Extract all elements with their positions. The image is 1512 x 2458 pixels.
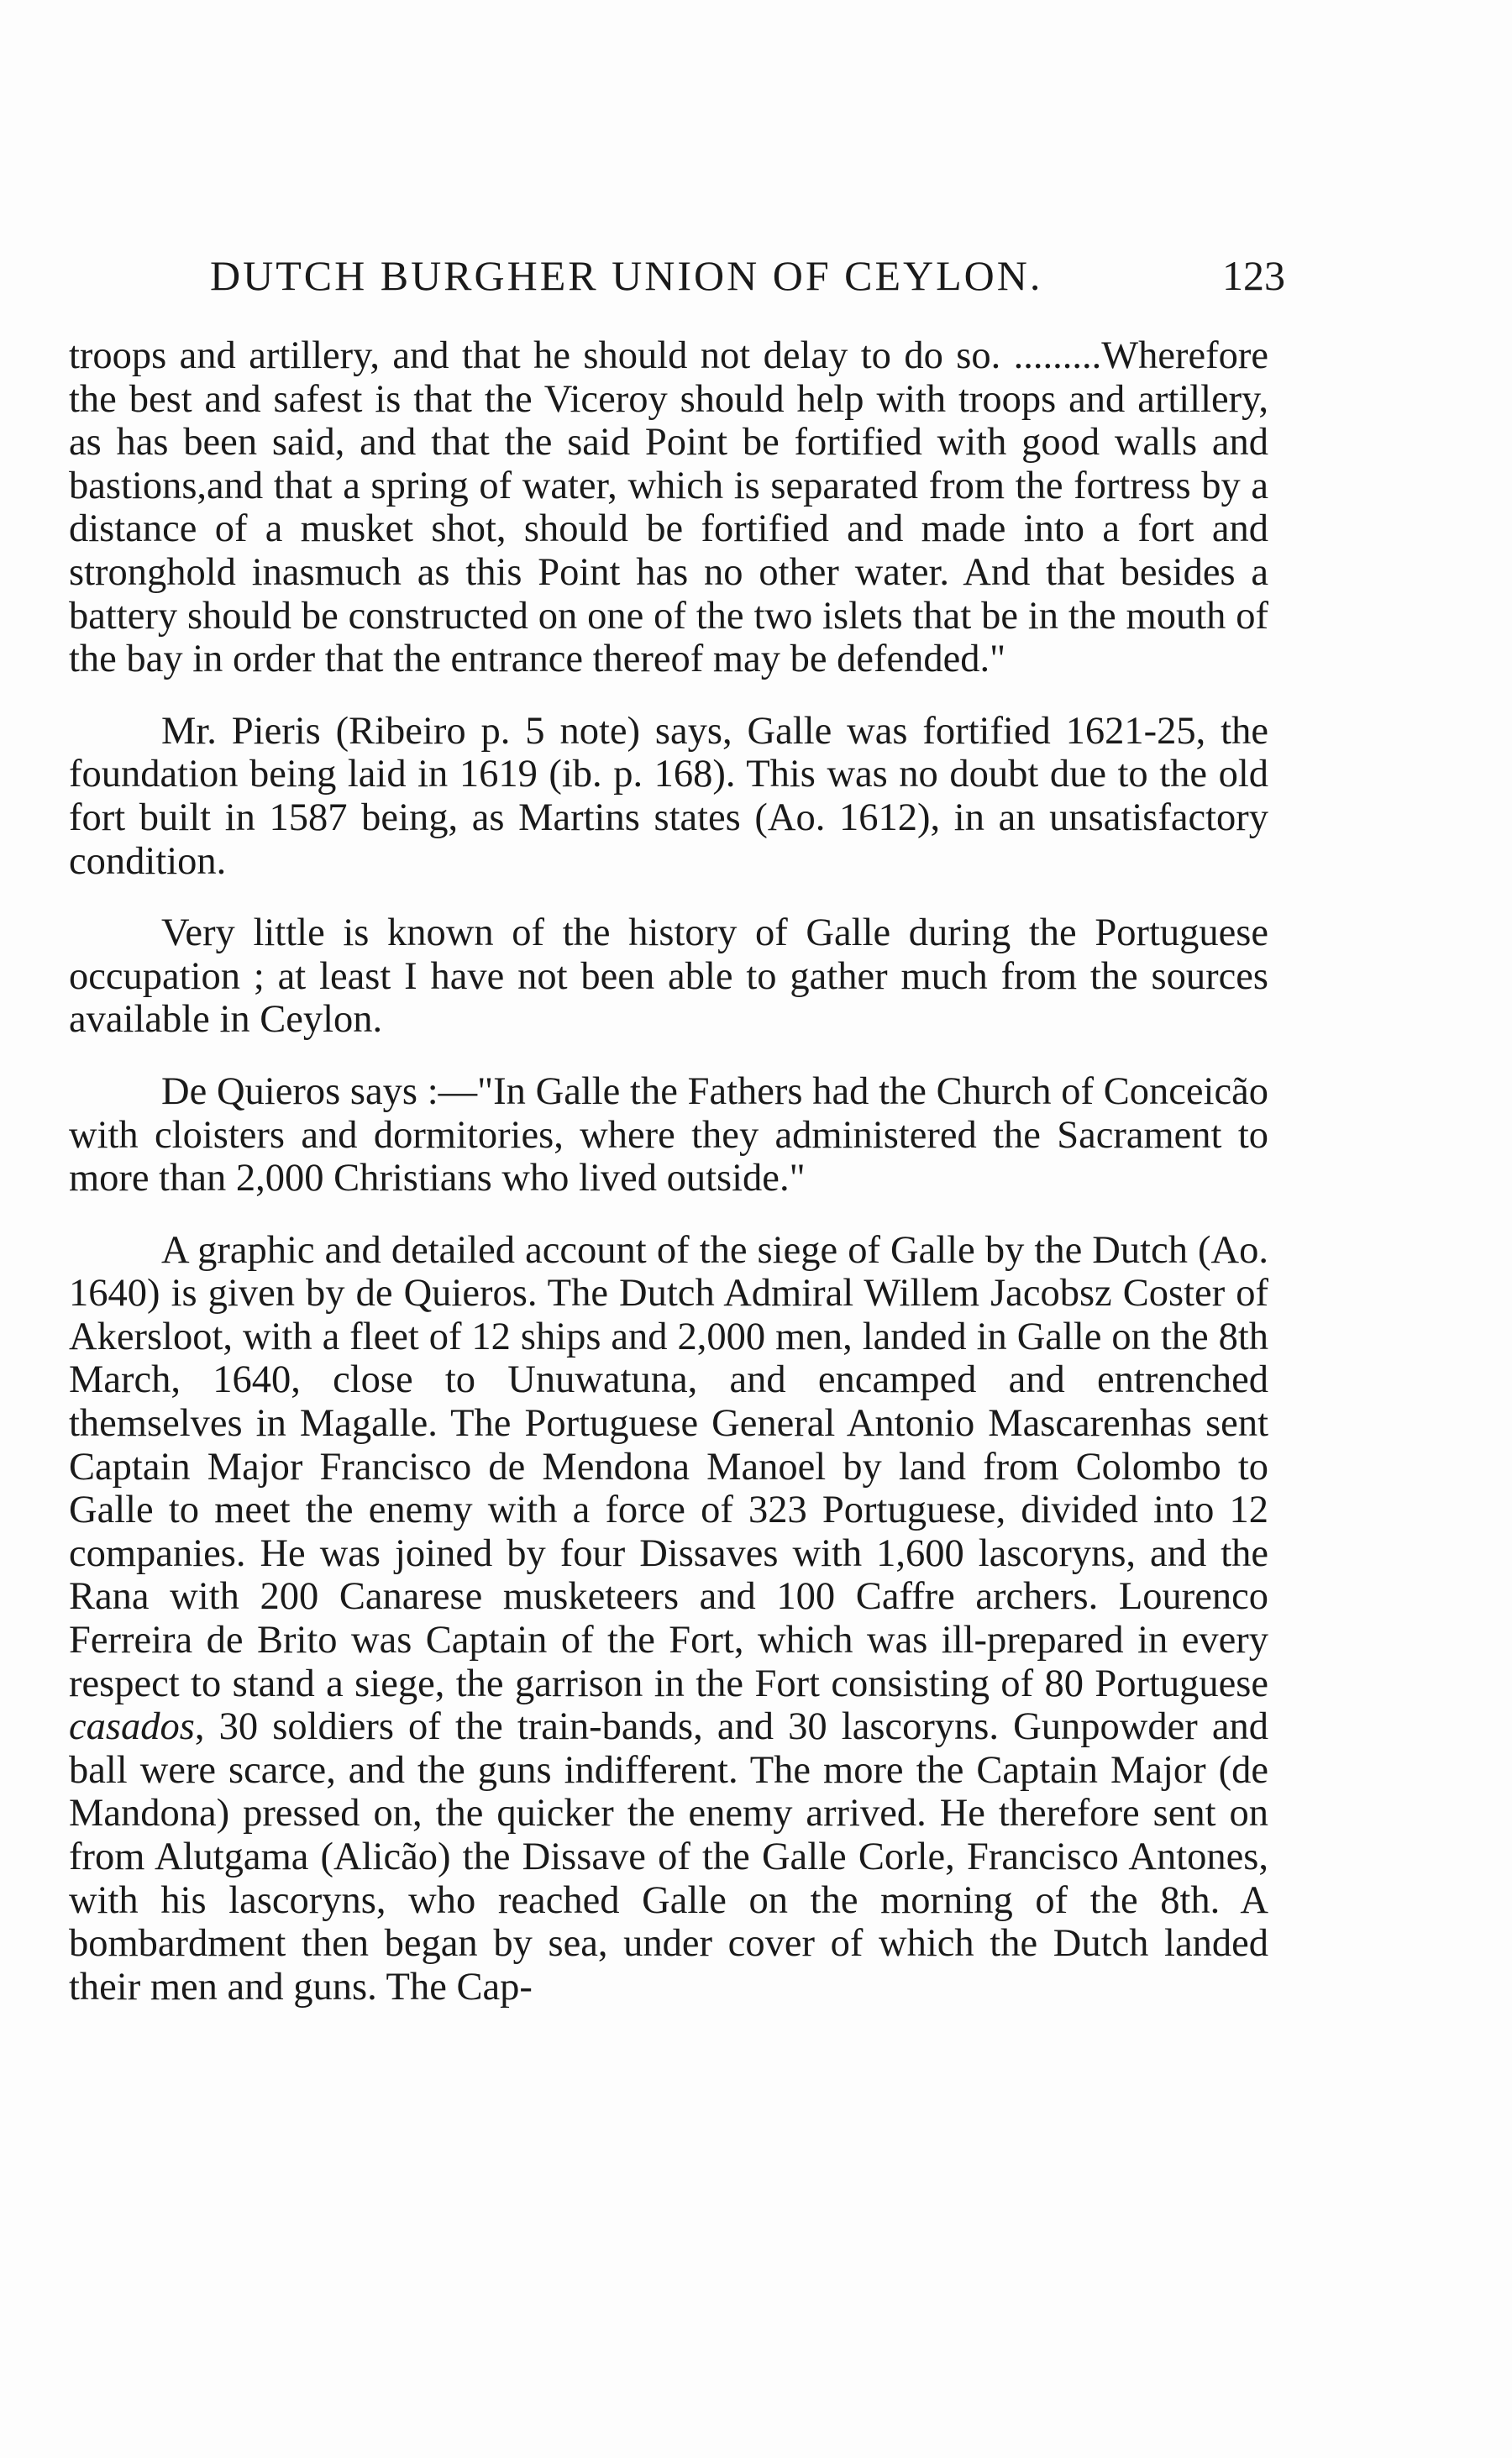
page-header bbox=[210, 246, 1285, 305]
paragraph-continuation: troops and artillery, and that he should not delay to do so. .........Wherefore the best and safest is that the Viceroy should help with troops and artillery, as has been said, and that the said Point be fortified with good walls and bastions,and that a spring of water, which is separated from the fortress by a distance of a musket shot, should be fortified and made into a fort and stronghold inasmuch as this Point has no other water. And that besides a battery should be constructed on one of the two islets that be in the mouth of the bay in order that the entrance thereof may be defended." bbox=[69, 334, 1268, 681]
siege-text-part-2: , 30 soldiers of the train-bands, and 30 lascoryns. Gunpowder and ball were scarce, and the guns indifferent. The more the Captain Major (de Mandona) pressed on, the quicker the enemy arrived. He therefore sent on from Alutgama (Alicão) the Dissave of the Galle Corle, Francisco Antones, with his lascoryns, who reached Galle on the morning of the 8th. A bombardment then began by sea, under cover of which the Dutch landed their men and guns. The Cap- bbox=[69, 1705, 1268, 2009]
page-number: 123 bbox=[1222, 252, 1285, 299]
paragraph-siege-of-galle bbox=[69, 1229, 1268, 2009]
siege-text-part-1: A graphic and detailed account of the siege of Galle by the Dutch (Ao. 1640) is given by de Quieros. The Dutch Admiral Willem Jacobsz Coster of Akersloot, with a fleet of 12 ships and 2,000 men, landed in Galle on the 8th March, 1640, close to Unuwatuna, and encamped and entrenched themselves in Magalle. The Portuguese General Antonio Mascarenhas sent Captain Major Francisco de Mendona Manoel by land from Colombo to Galle to meet the enemy with a force of 323 Portuguese, divided into 12 companies. He was joined by four Dissaves with 1,600 lascoryns, and the Rana with 200 Canarese musketeers and 100 Caffre archers. Lourenco Ferreira de Brito was Captain of the Fort, which was ill-prepared in every respect to stand a siege, the garrison in the Fort consisting of 80 Portuguese bbox=[69, 1228, 1268, 1705]
page-body bbox=[69, 334, 1268, 2037]
paragraph-de-quieros-quote: De Quieros says :—"In Galle the Fathers had the Church of Conceicão with cloisters and dormitories, where they administered the Sacrament to more than 2,000 Christians who lived outside." bbox=[69, 1069, 1268, 1200]
running-title: DUTCH BURGHER UNION OF CEYLON. bbox=[210, 252, 1043, 299]
paragraph-portuguese-occupation: Very little is known of the history of Galle during the Portuguese occupation ; at least I have not been able to gather much from the sources available in Ceylon. bbox=[69, 911, 1268, 1042]
paragraph-galle-fortified: Mr. Pieris (Ribeiro p. 5 note) says, Galle was fortified 1621-25, the foundation being laid in 1619 (ib. p. 168). This was no doubt due to the old fort built in 1587 being, as Martins states (Ao. 1612), in an unsatisfactory condition. bbox=[69, 709, 1268, 883]
italic-term-casados: casados bbox=[69, 1705, 195, 1749]
